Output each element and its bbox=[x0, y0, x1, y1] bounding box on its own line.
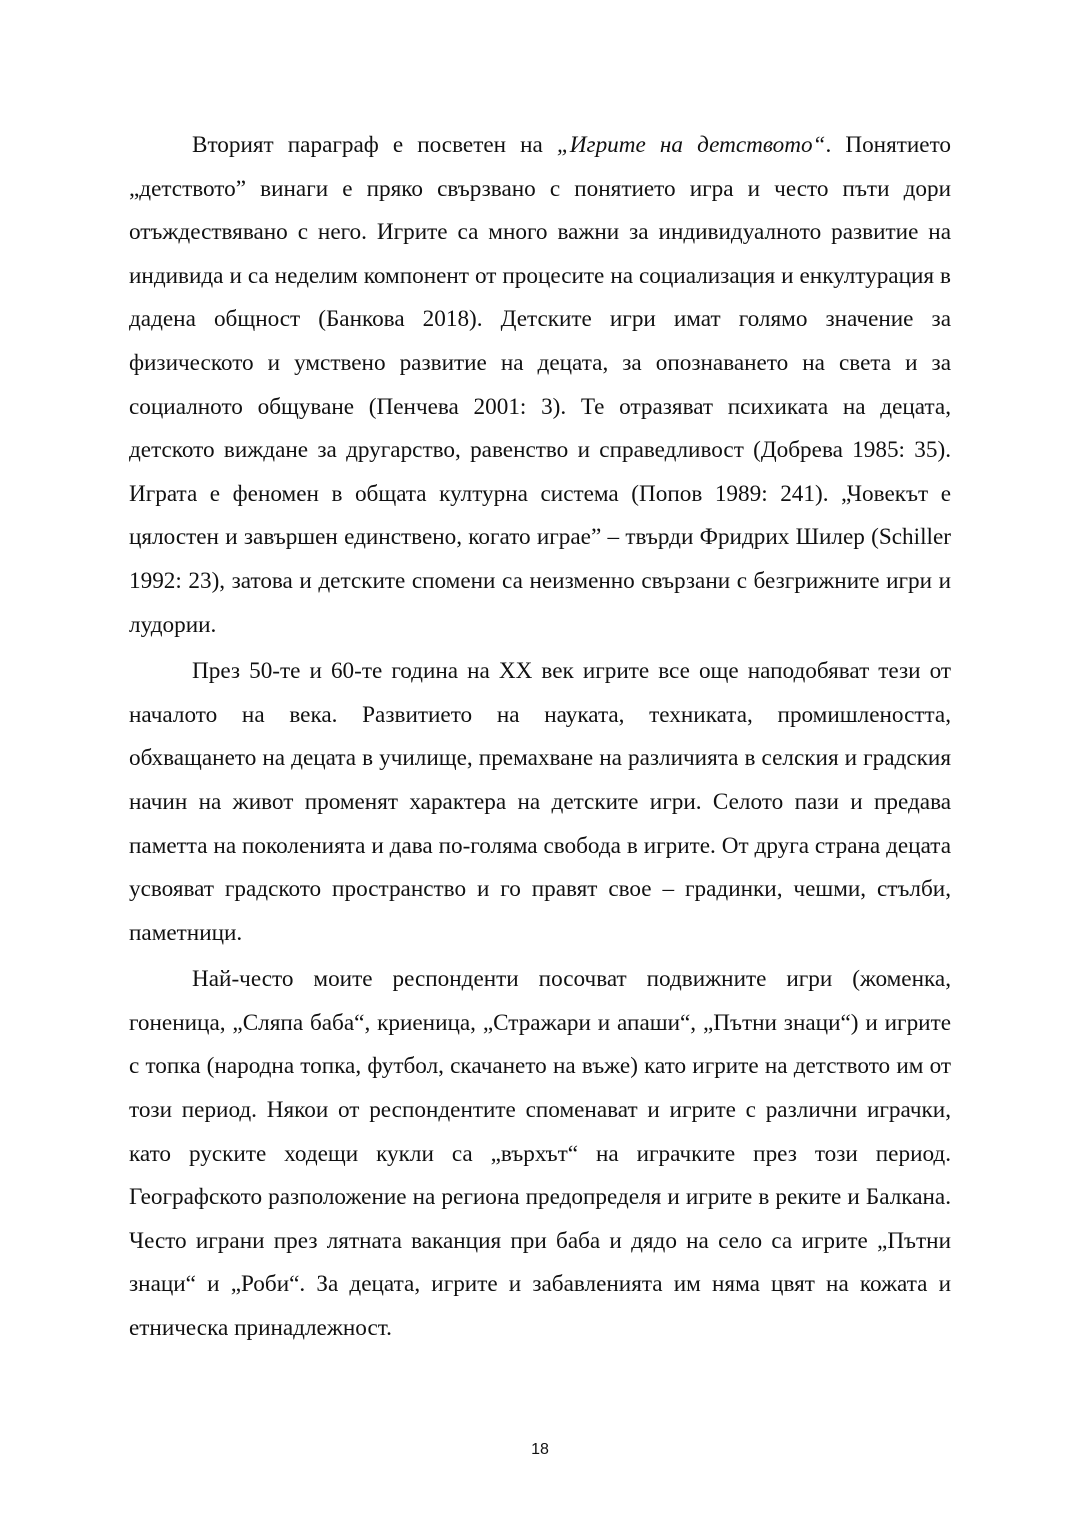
body-text bbox=[129, 124, 951, 1354]
section-title-emphasis: „Игрите на детството“ bbox=[556, 132, 826, 158]
paragraph-games-of-childhood bbox=[129, 124, 951, 647]
paragraph-respondents: Най-често моите респонденти посочват подвижните игри (жоменка, гоненица, „Сляпа баба“, криеница, „Стражари и апаши“, „Пътни знаци“) и игрите с топка (народна топка, футбол, скачането на въже) като игрите на детството им от този период. Някои от респондентите споменават и игрите с различни играчки, като руските ходещи кукли са „върхът“ на играчките през този период. Географското разположение на региона предопределя и игрите в реките и Балкана. Често играни през лятната ваканция при баба и дядо на село са игрите „Пътни знаци“ и „Роби“. За децата, игрите и забавленията им няма цвят на кожата и етническа принадлежност. bbox=[129, 966, 951, 1342]
page-number: 18 bbox=[531, 1441, 549, 1458]
paragraph-rest: . Понятието „детството” винаги е пряко свързвано с понятието игра и често пъти дори отъждествявано с него. Игрите са много важни за индивидуалното развитие на индивида и са неделим компонент от процесите на социализация и енкултурация в дадена общност (Банкова 2018). Детските игри имат голямо значение за физическото и умствено развитие на децата, за опознаването на света и за социалното общуване (Пенчева 2001: 3). Те отразяват психиката на децата, детското виждане за другарство, равенство и справедливост (Добрева 1985: 35). Играта е феномен в общата културна система (Попов 1989: 241). „Човекът е цялостен и завършен единствено, когато играе” – твърди Фридрих Шилер (Schiller 1992: 23), затова и детските спомени са неизменно свързани с безгрижните игри и лудории. bbox=[129, 132, 951, 638]
paragraph-1950s-1960s: През 50-те и 60-те година на ХХ век игрите все още наподобяват тези от началото на века. Развитието на науката, техниката, промишлеността, обхващането на децата в училище, премахване на различията в селския и градския начин на живот променят характера на детските игри. Селото пази и предава паметта на поколенията и дава по-голяма свобода в игрите. От друга страна децата усвояват градското пространство и го правят свое – градинки, чешми, стълби, паметници. bbox=[129, 658, 951, 946]
paragraph-lead: Вторият параграф е посветен на bbox=[192, 132, 557, 158]
